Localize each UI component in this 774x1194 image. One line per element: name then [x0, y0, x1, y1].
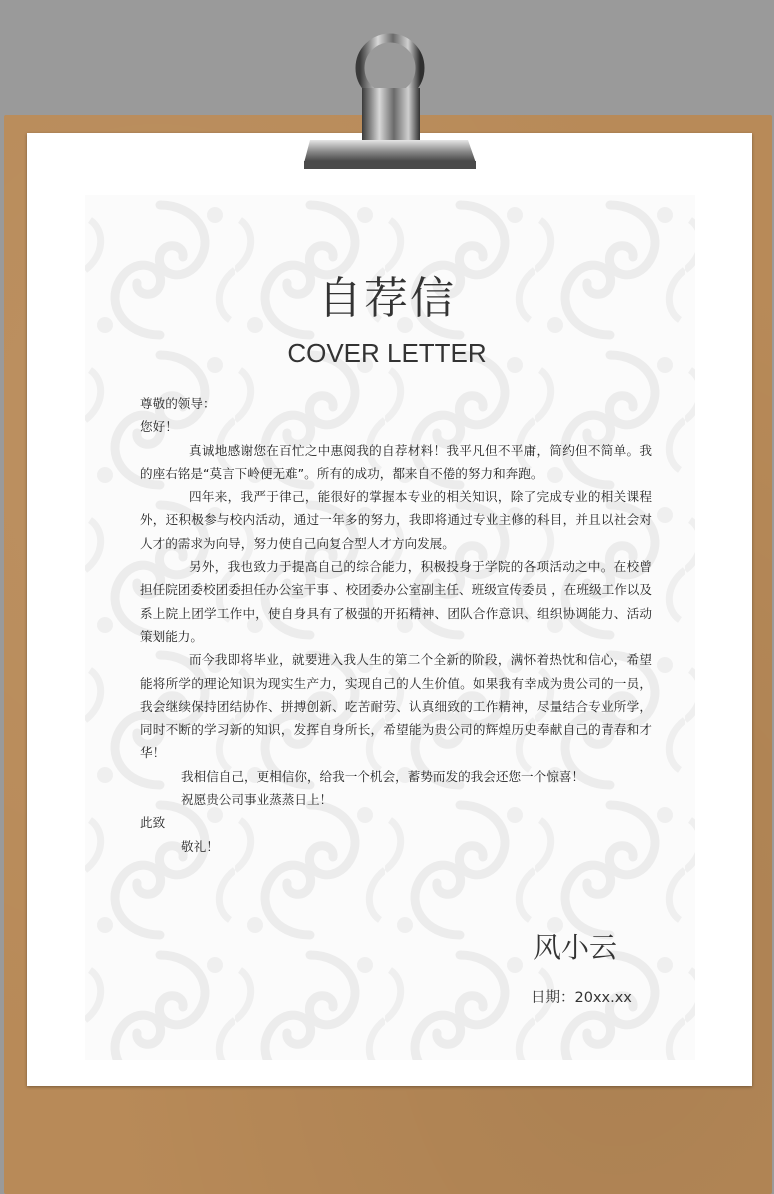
letter-body — [140, 392, 652, 858]
paragraph: 另外，我也致力于提高自己的综合能力，积极投身于学院的各项活动之中。在校曾担任院团委校团委担任办公室干事 、校团委办公室副主任、班级宣传委员 ，在班级工作以及系上院上团学工作中，使自身具有了极强的开拓精神、团队合作意识、组织协调能力、活动策划能力。 — [140, 559, 652, 644]
paragraph: 四年来，我严于律己，能很好的掌握本专业的相关知识，除了完成专业的相关课程外，还积极参与校内活动，通过一年多的努力，我即将通过专业主修的科目，并且以社会对人才的需求为向导，努力使自己向复合型人才方向发展。 — [140, 489, 652, 551]
paragraph: 真诚地感谢您在百忙之中惠阅我的自荐材料！我平凡但不平庸，简约但不简单。我的座右铭是“莫言下岭便无难”。所有的成功，都来自不倦的努力和奔跑。 — [140, 442, 652, 481]
greeting: 您好！ — [140, 419, 178, 435]
salutation: 尊敬的领导： — [140, 396, 216, 411]
closing-line: 我相信自己，更相信你，给我一个机会，蓄势而发的我会还您一个惊喜！ — [181, 768, 584, 784]
binder-clip — [300, 28, 478, 178]
letter-subtitle: COVER LETTER — [287, 338, 487, 368]
jing-li: 敬礼！ — [181, 838, 219, 854]
ci-zhi: 此致 — [140, 815, 166, 831]
signature: 风小云 — [533, 931, 618, 964]
letter-title: 自荐信 — [318, 273, 456, 324]
letter-date: 日期：20xx.xx — [531, 990, 632, 1006]
closing-line: 祝愿贵公司事业蒸蒸日上！ — [181, 792, 333, 808]
paragraph: 而今我即将毕业，就要进入我人生的第二个全新的阶段，满怀着热忱和信心，希望能将所学的理论知识为现实生产力，实现自己的人生价值。如果我有幸成为贵公司的一员，我会继续保持团结协作、拼搏创新、吃苦耐劳、认真细致的工作精神，尽量结合专业所学，同时不断的学习新的知识，发挥自身所长，希望能为贵公司的辉煌历史奉献自己的青春和才华！ — [140, 652, 652, 761]
